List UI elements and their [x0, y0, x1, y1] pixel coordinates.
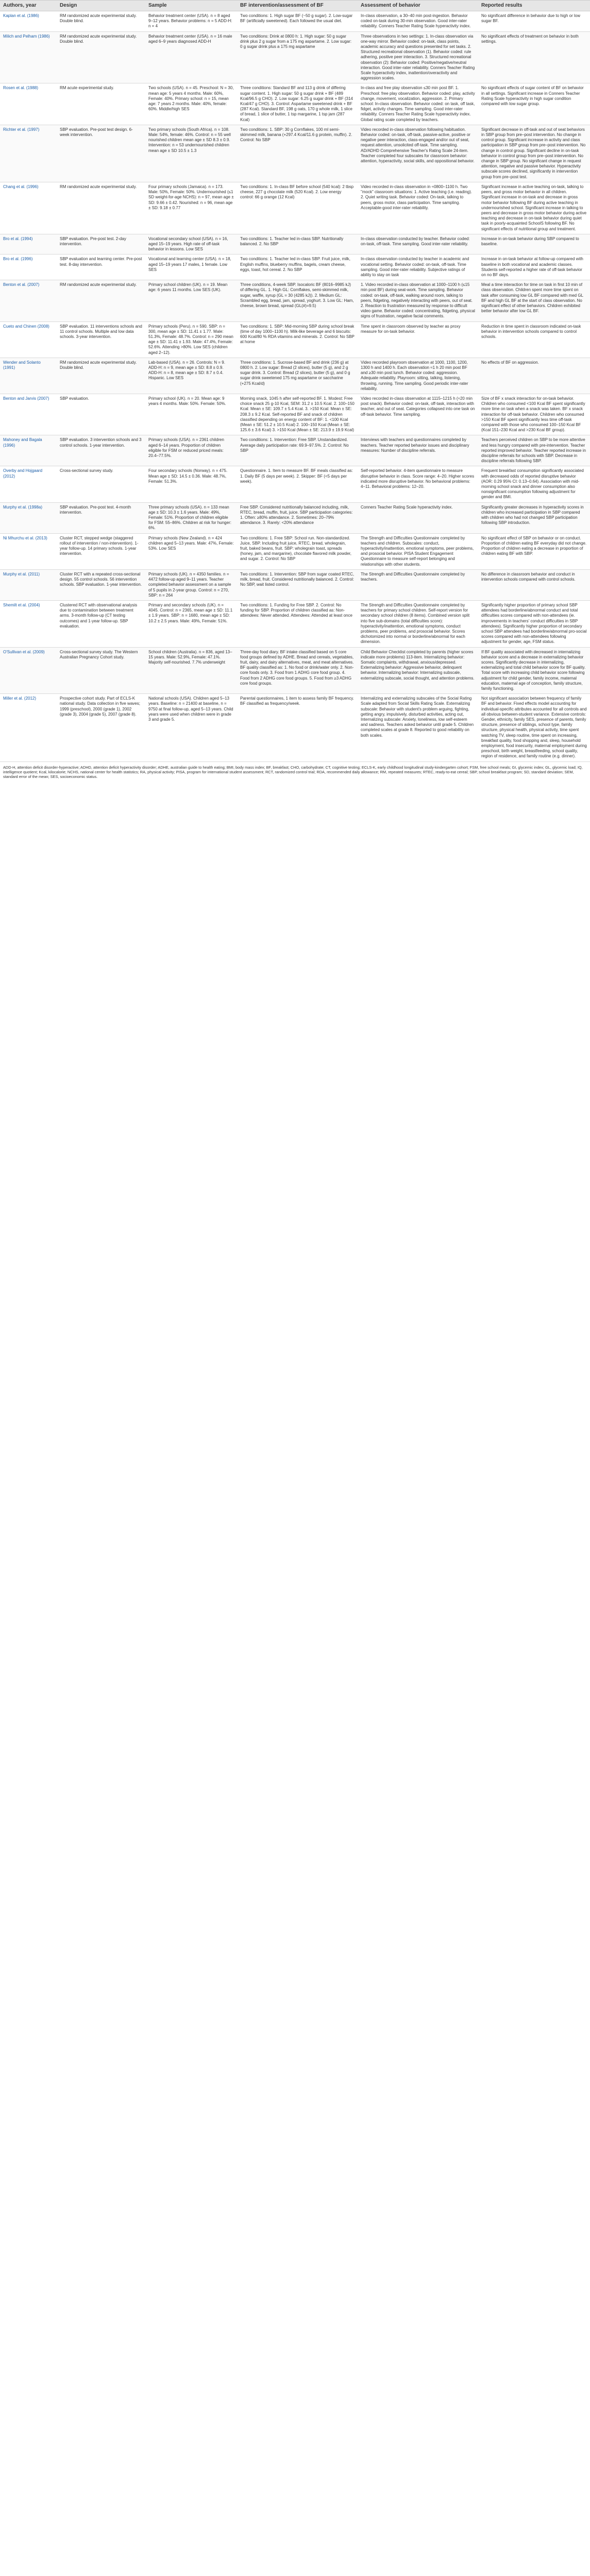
cell-reported-results: Significantly higher proportion of primary school SBP attendees had borderline/abnormal conduct and total difficulties scores compared with non-attendees (ie. improvements in teachers' conduct difficulties in SBP attendees). Significantly higher proportion of secondary school SBP attendees had borderline/abnormal pro-social scores compared with non-attendees following adjustment for gender, age, FSM status.: [478, 600, 590, 647]
cell-sample: Behavior treatment center (USA). n = 16 male aged 6–9 years diagnosed ADD-H: [145, 31, 237, 83]
cell-bf-intervention: Three-day food diary. BF intake classified based on 5 core food groups defined by ADHE. Bread and cereals, vegetables, fruit, dairy, and dairy alternatives, meat, and meat alternatives. BF quality classified as: 1. No food or drink/water only. 2. Non-core foods only. 3. Food from 1 ADHG core food group. 4. Food from 2 ADHG core food groups. 5. Food from ≥3 ADHG core food groups.: [237, 647, 358, 694]
cell-bf-intervention: Parental questionnaires, 1 item to assess family BF frequency. BF classified as frequency/week.: [237, 694, 358, 761]
cell-bf-intervention: Questionnaire. 1. Item to measure BF. BF meals classified as: 1. Daily BF (5 days per week). 2. Skipper: BF (<5 days per week).: [237, 466, 358, 502]
table-row: [0, 394, 590, 435]
table-row: [0, 83, 590, 125]
col-header-behavior-assessment: Assessment of behavior: [358, 1, 478, 11]
table-row: [0, 466, 590, 502]
cell-authors[interactable]: Bro et al. (1994): [0, 234, 57, 255]
cell-behavior-assessment: Video recorded in-class observation in ≈0800–1100 h. Two "mock" classroom situations: 1. Active teaching (i.e. reading). 2. Quiet writing task. Behavior coded: On-task, talking to peers, gross motor, class participation. Time sampling. Acceptable-good inter-rater reliability.: [358, 182, 478, 234]
cell-sample: Behavior treatment center (USA). n = 8 aged 9–12 years. Behavior problems: n = 5 ADD-H: n = 4: [145, 11, 237, 32]
cell-behavior-assessment: The Strength and Difficulties Questionnaire completed by teachers.: [358, 569, 478, 600]
table-row: [0, 533, 590, 569]
cell-authors[interactable]: Murphy et al. (1998a): [0, 502, 57, 533]
col-header-reported-results: Reported results: [478, 1, 590, 11]
cell-behavior-assessment: Self-reported behavior. 4-item questionnaire to measure disruptive behavior in class. Score range: 4–20. Higher scores indicated more disruptive behavior. No behavioral problems: 4–11. Behavioral problems: 12–20.: [358, 466, 478, 502]
cell-authors[interactable]: Shemilt et al. (2004): [0, 600, 57, 647]
cell-bf-intervention: Three conditions, 4-week SBP. Isocaloric BF (8016–9985 kJ) of differing GL. 1. High GL: Cornflakes, semi-skimmed milk, sugar, waffle, syrup (GL = 30 (4285 kJ)). 2. Medium GL: Scrambled egg, bread, jam, spread, yoghurt. 3. Low GL: Ham, cheese, brown bread, spread (GL(#)=9.5): [237, 280, 358, 321]
cell-authors[interactable]: O'Sullivan et al. (2009): [0, 647, 57, 694]
cell-sample: Three primary schools (USA). n = 133 mean age ± SD: 10.3 ± 1.6 years. Male: 49%, Female: 51%. Proportion of children eligible for FSM: 55–86%. Children at risk for hunger: 6%.: [145, 502, 237, 533]
table-row: [0, 358, 590, 394]
table-row: [0, 600, 590, 647]
col-header-authors: Authors, year: [0, 1, 57, 11]
cell-design: RM randomized acute experimental study. Double blind.: [57, 31, 145, 83]
cell-bf-intervention: Three conditions: Standard BF and 113 g drink of differing sugar content. 1. High sugar: 50 g sugar drink + BF (489 Kcal/96.5 g CHO). 2. Low sugar: 6.25 g sugar drink + BF (314 Kcal/47 g CHO). 3. Control: Aspartame sweetened drink + BF (287 Kcal). Standard BF, 198 g oats, 170 g whole milk, 1 slice of bread, 1 slice of butter, 1 tsp margarine, 1 tsp jam (287 Kcal): [237, 83, 358, 125]
cell-bf-intervention: Two conditions: 1. Intervention: Free SBP. Unstandardized. Average daily participation rate: 69.9–97.5%. 2. Control: No SBP: [237, 435, 358, 466]
cell-design: RM acute experimental study.: [57, 83, 145, 125]
cell-design: Clustered RCT with observational analysis due to contamination between treatment arms. 3-month follow-up (CT testing outcomes) and 1-year follow-up. SBP evaluation.: [57, 600, 145, 647]
table-row: [0, 182, 590, 234]
cell-reported-results: Increase in on-task behavior at follow-up compared with baseline in both vocational and academic classes. Students self-reported a higher rate of off-task behavior on no BF days.: [478, 255, 590, 280]
cell-reported-results: No significant difference in behavior due to high or low sugar BF.: [478, 11, 590, 32]
table-row: [0, 234, 590, 255]
col-header-sample: Sample: [145, 1, 237, 11]
cell-reported-results: No significant effects of sugar content of BF on behavior in all settings. Significant increase in Conners Teacher Rating Scale hyperactivity in high sugar condition compared with low sugar group.: [478, 83, 590, 125]
cell-authors[interactable]: Wender and Solanto (1991): [0, 358, 57, 394]
table-row: [0, 280, 590, 321]
cell-behavior-assessment: In-class observation, a 30–40 min post-ingestion. Behavior coded on-task during 30-min observation. Good inter-rater reliability. Conners Teacher Rating Scale hyperactivity index.: [358, 11, 478, 32]
cell-reported-results: No effects of BF on aggression.: [478, 358, 590, 394]
cell-design: SBP evaluation and learning center. Pre-post test. 8-day intervention.: [57, 255, 145, 280]
cell-design: Cross-sectional survey study.: [57, 466, 145, 502]
cell-design: SBP evaluation. Pre-post test. 2-day intervention.: [57, 234, 145, 255]
cell-behavior-assessment: Video recorded playroom observation at 1000, 1100, 1200, 1300 h and 1400 h. Each observation ≈1 h 20 min post BF and ≥30 min post lunch. Behavior coded: aggression. Adequate reliability. Playroom: sitting, talking, listening, throwing, running. Time sampling. Good periodic inter-rater reliability.: [358, 358, 478, 394]
cell-design: SBP evaluation.: [57, 394, 145, 435]
cell-design: SBP evaluation. Pre-post test design. 6-week intervention.: [57, 125, 145, 182]
cell-bf-intervention: Two conditions: 1. In-class BF before school (540 kcal): 2 tbsp cheese, 227 g chocolate milk (520 Kcal). 2. Low energy control: 66 g orange (12 Kcal): [237, 182, 358, 234]
cell-sample: School children (Australia). n = 836, aged 13–15 years. Male: 52.9%, Female: 47.1%. Majority self-nourished. 7.7% underweight: [145, 647, 237, 694]
table-footnote: ADD-H, attention deficit disorder-hyperactive; ADHD, attention deficit hyperactivity disorder; ADHE, australian guide to health eating; BMI, body mass index; BF, breakfast; CHO, carbohydrate; CT, cognitive testing; ECLS-K, early childhood longitudinal study-kindergarten cohort; FSM, free school meals; GI, glycemic index; GL, glycemic load; IQ, intelligence quotient; Kcal, kilocalorie; NCHS, national center for health statistics; RA, physical activity; PISA, program for international student assessment; RCT, randomized control trial; RDA, recommended daily allowance; RM, repeated measures; RTEC, ready-to-eat cereal; SBP, school breakfast program; SD, standard deviation; SEM, standard error of the mean; SES, socioeconomic status.: [3, 765, 583, 779]
cell-reported-results: If BF quality associated with decreased in internalizing behavior score and a decrease in externalizing behavior scores. Significantly decrease in internalizing, externalizing and total child behavior score for BF quality. Total score with increasing child behavior score following adjustment for child gender, family income, maternal education, maternal age of conception, family structure, family functioning.: [478, 647, 590, 694]
cell-sample: Two primary schools (South Africa). n = 108. Male: 54%, female: 46%. Control: n = 55 well nourished children mean age ± SD 8.3 ± 0.9. Intervention: n = 53 undernourished children mean age ± SD 10.5 ± 1.3: [145, 125, 237, 182]
cell-design: Cluster RCT with a repeated cross-sectional design. 55 control schools. 56 intervention schools. SBP evaluation. 1-year intervention.: [57, 569, 145, 600]
cell-behavior-assessment: Interviews with teachers and questionnaires completed by teachers. Teacher reported behavior issues and disciplinary measures: Number of discipline referrals.: [358, 435, 478, 466]
cell-reported-results: Reduction in time spent in classroom indicated on-task behavior in intervention schools compared to control schools.: [478, 321, 590, 358]
cell-bf-intervention: Two conditions: 1. Teacher led in-class SBP. Fruit juice, milk, English muffins, blueberry muffins, bagels, cream cheese, eggs, toast, hot cereal. 2. No SBP: [237, 255, 358, 280]
table-row: [0, 11, 590, 32]
cell-behavior-assessment: Video recorded in-class observation following habituation. Behavior coded: on-task, off-task, passive-active, positive or negative peer interaction, class-engaged and/or out of seat, request attention, unsolicited off-task. Time sampling. AD/ADHD Comprehensive Teacher's Rating Scale 24-item. Teacher completed four subscales for classroom behavior: attention, hyperactivity, social skills, and oppositional behavior.: [358, 125, 478, 182]
cell-sample: National schools (USA). Children aged 5–13 years. Baseline: n = 21400 at baseline, n = 9750 at final follow-up, aged 5–13 years. Child years were used when children were in grade 3 and grade 5.: [145, 694, 237, 761]
cell-reported-results: Significant decrease in off-task and out of seat behaviors in SBP group from pre–post intervention. No change in control group. Significant increase in activity and class participation in SBP group from pre–post intervention. No change in control group. Significant decline in on-task behavior in control group from pre–post intervention. No change in SBP group. No significant change in request attention, negative and passive behavior. Hyperactivity subscale scores declined, significantly in intervention group from pre–post test.: [478, 125, 590, 182]
table-row: [0, 321, 590, 358]
cell-bf-intervention: Three conditions: 1. Sucrose-based BF and drink (236 g) at 0800 h. 2. Low sugar: Bread (2 slices), butter (5 g), and 2 g sugar drink. 3. Control: Bread (2 slices), butter (5 g), and 0 g sugar drink sweetened 175 mg aspartame or saccharine (+275 Kcal/d): [237, 358, 358, 394]
cell-authors[interactable]: Ni Mhurchu et al. (2013): [0, 533, 57, 569]
cell-design: SBP evaluation. Pre-post test. 4-month intervention.: [57, 502, 145, 533]
cell-behavior-assessment: Internalizing and externalizing subscales of the Social Rating Scale adapted from Social Skills Rating Scale. Externalizing subscale: Behavior with student's problem arguing, fighting, getting angry, impulsively, disturbed activities, acting out, Internalizing subscale: Anxiety, loneliness, low self-esteem and sadness. Teachers asked behavior until grade 5. Children completed scales at grade 8. Reported to good reliability on both scales.: [358, 694, 478, 761]
cell-design: SBP evaluation. 3 intervention schools and 3 control schools. 1-year intervention.: [57, 435, 145, 466]
table-row: [0, 435, 590, 466]
cell-behavior-assessment: The Strength and Difficulties Questionnaire completed by teachers and children. Subscales: conduct, hyperactivity/inattention, emotional symptoms, peer problems, and prosocial behavior. PISA Student Engagement Questionnaire to measure self-report belonging and relationships with other students.: [358, 533, 478, 569]
table-row: [0, 569, 590, 600]
cell-authors[interactable]: Mahoney and Bagala (1996): [0, 435, 57, 466]
cell-bf-intervention: Two conditions: Drink at 0800 h: 1. High sugar: 50 g sugar drink plus 2 g sugar from a 175 mg aspartame. 2. Low sugar: 0 g sugar drink plus a 175 mg aspartame: [237, 31, 358, 83]
cell-sample: Primary and secondary schools (UK). n = 4045. Control: n = 2365, mean age ± SD: 11.1 ± 1.9 years. SBP: n = 1680, mean age ± SD: 10.2 ± 2.5 years. Male: 49%, Female: 51%.: [145, 600, 237, 647]
cell-reported-results: Meal a time interaction for time on task in first 10 min of class observation. Children spent more time spent on task after consuming low GL BF compared with med GL BF and high GL BF at the start of class observation. No significant effect of other behaviors. Children exhibited better behavior after low GL BF.: [478, 280, 590, 321]
table-row: [0, 255, 590, 280]
cell-bf-intervention: Two conditions: 1. SBP: Mid-morning SBP during school break (time of day 1000–1100 h). Milk-like beverage and 6 biscuits: 600 Kcal/80 % RDA vitamins and minerals. 2. Control: No SBP at home: [237, 321, 358, 358]
cell-authors[interactable]: Richter et al. (1997): [0, 125, 57, 182]
cell-reported-results: No significant effects of treatment on behavior in both settings.: [478, 31, 590, 83]
cell-design: RM randomized acute experimental study. Double blind.: [57, 358, 145, 394]
cell-authors[interactable]: Kaplan et al. (1986): [0, 11, 57, 32]
cell-sample: Primary schools (New Zealand). n = 424 children aged 5–13 years. Male: 47%, Female: 53%. Low SES: [145, 533, 237, 569]
cell-reported-results: Size of BF x snack interaction for on-task behavior. Children who consumed <100 Kcal BF spent significantly more time on task when a snack was taken. BF x snack interaction for off-task behavior. Children who consumed >150 Kcal BF spent significantly less time off-task compared with those who consumed 100–150 Kcal BF (Kcal 151–230 Kcal and >230 Kcal BF group).: [478, 394, 590, 435]
cell-sample: Vocational secondary school (USA). n = 16, aged 15–19 years. High rate of off-task behavior in lessons. Low SES: [145, 234, 237, 255]
cell-reported-results: Significantly greater decreases in hyperactivity scores in children who increased participation in SBP compared with children who had not changed SBP participation following SBP introduction.: [478, 502, 590, 533]
table-header: [0, 1, 590, 11]
cell-sample: Vocational and learning center (USA). n = 18, aged 15–19 years 17 males, 1 female. Low SES: [145, 255, 237, 280]
cell-sample: Lab-based (USA). n = 26. Controls: N = 9. ADD-H: n = 9, mean age ± SD: 8.8 ± 0.9. ADD-H: n = 8, mean age ± SD: 8.7 ± 0.4. Hispanic. Low SES: [145, 358, 237, 394]
table-row: [0, 31, 590, 83]
cell-authors[interactable]: Miller et al. (2012): [0, 694, 57, 761]
cell-bf-intervention: Two conditions: 1. High sugar BF (~50 g sugar). 2. Low-sugar BF (artificially sweetened). Each followed the usual diet.: [237, 11, 358, 32]
cell-design: Prospective cohort study. Part of ECLS-K national study. Data collection in five waves; 1999 (preschool), 2000 (grade 1), 2002 (grade 3), 2004 (grade 5), 2007 (grade 8).: [57, 694, 145, 761]
cell-authors[interactable]: Benton and Jarvis (2007): [0, 394, 57, 435]
table-row: [0, 694, 590, 761]
cell-authors[interactable]: Cueto and Chinen (2008): [0, 321, 57, 358]
cell-design: RM randomized acute experimental study. Double blind.: [57, 11, 145, 32]
cell-design: Cross-sectional survey study. The Western Australian Pregnancy Cohort study.: [57, 647, 145, 694]
cell-reported-results: Significant increase in active teaching on-task, talking to peers, and gross motor behavior in all children. Significant increase in on-task and decrease in gross motor behavior following BF during active teaching in undernourished school. Significant increase in talking to peers and decrease in gross motor behavior during active teaching and decrease in on-task behavior during quiet task in poorly-acquainted SchoolS following BF. No significant effects of nutritional group and treatment.: [478, 182, 590, 234]
header-row: [0, 1, 590, 11]
cell-bf-intervention: Two conditions: 1. Funding for Free SBP. 2. Control: No funding for SBP. Proportion of children classified as: Non-attendees: Never attended. Attendees: Attended at least once: [237, 600, 358, 647]
cell-behavior-assessment: Conners Teacher Rating Scale hyperactivity index.: [358, 502, 478, 533]
cell-authors[interactable]: Benton et al. (2007): [0, 280, 57, 321]
cell-design: RM randomized acute experimental study.: [57, 280, 145, 321]
cell-authors[interactable]: Overby and Hojgaard (2012): [0, 466, 57, 502]
cell-design: SBP evaluation. 11 interventions schools and 11 control schools. Multiple and low data schools. 3-year intervention.: [57, 321, 145, 358]
cell-behavior-assessment: Child Behavior Checklist completed by parents (higher scores indicate more problems) 113-item. Internalizing behavior: Somatic complaints, withdrawal, anxious/depressed. Externalizing behavior: Aggressive behavior, delinquent behavior. Internalizing behavior: Internalizing subscale, externalizing subscale, social thought, and attention problems.: [358, 647, 478, 694]
cell-behavior-assessment: Video recorded in-class observation at 1115–1215 h (≈20 min post snack). Behavior coded: on-task, off-task, interaction with teacher, and out of seat. Categories collapsed into one task on off-task behavior. Time sampling.: [358, 394, 478, 435]
cell-behavior-assessment: In-class observation conducted by teacher. Behavior coded: on-task, off-task. Time sampling. Good inter-rater reliability.: [358, 234, 478, 255]
cell-design: RM randomized acute experimental study.: [57, 182, 145, 234]
cell-reported-results: Increase in on-task behavior during SBP compared to baseline.: [478, 234, 590, 255]
cell-reported-results: Not significant association between frequency of family BF and behavior. Fixed effects model accounting for individual-specific attributes accounted for all controls and all obvious between-student variance. Extensive controls: Gender, ethnicity, family SES, presence of parents, family structure, presence of siblings, school type, family structure, physical health, physical activity, time spent watching TV, sleep routine, time spent on increasing, breakfast quality, food shopping and, sleep, household employment, food insecurity, maternal employment during preschool, birth weight, breastfeeding, school quality, region of residence, and family routine (e.g. dinner).: [478, 694, 590, 761]
table-row: [0, 647, 590, 694]
cell-behavior-assessment: 1. Video recorded in-class observation at 1000–1100 h (≤15 min post BF) during seat-work. Time sampling. Behavior coded: on-task, off-task, walking around room, talking to peers, fidgeting, negatively interacting with peers, out of seat. 2. Reaction to frustration measured by response to difficult video game. Behavior coded: concentrating, fidgeting, physical signs of frustration, negative facial comments.: [358, 280, 478, 321]
cell-bf-intervention: Two conditions: 1. Teacher led in-class SBP. Nutritionally balanced. 2. No SBP: [237, 234, 358, 255]
cell-sample: Primary schools (UK). n = 4350 families. n = 4472 follow-up aged 9–11 years. Teacher completed behavior assessment on a sample of 5 pupils in 2-year group. Control: n = 270, SBP: n = 264: [145, 569, 237, 600]
cell-reported-results: No difference in classroom behavior and conduct in intervention schools compared with control schools.: [478, 569, 590, 600]
studies-table: [0, 0, 590, 762]
cell-authors[interactable]: Rosen et al. (1988): [0, 83, 57, 125]
cell-sample: Four secondary schools (Norway). n = 475. Mean age ± SD: 14.5 ± 0.36. Male: 48.7%, Female: 51.3%.: [145, 466, 237, 502]
cell-behavior-assessment: In-class and free play observation ≤30 min post BF. 1. Preschool: free play observation. Behavior coded: play, activity change, movement, vocalization, aggression. 2. Primary school: In-class observation. Behavior coded: on task, off task, fidget, activity changes. Time sampling. Good inter-rater reliability. Conners Teacher Rating Scale hyperactivity index. Global rating scale completed by teachers.: [358, 83, 478, 125]
cell-reported-results: No significant effect of SBP on behavior or on conduct. Proportion of children eating BF everyday did not change. Proportion of children eating a decrease in proportion of children eating BF with SBP.: [478, 533, 590, 569]
col-header-bf-intervention: BF intervention/assessment of BF: [237, 1, 358, 11]
cell-bf-intervention: Two conditions: 1. Intervention: SBP from sugar coated RTEC, milk, bread, fruit. Considered nutritionally balanced. 2. Control: No SBP, wait listed control.: [237, 569, 358, 600]
cell-authors[interactable]: Bro et al. (1996): [0, 255, 57, 280]
cell-reported-results: Teachers perceived children on SBP to be more attentive and less hungry compared with pre-intervention. Teacher reported improved behavior. Teacher reported increase in discipline referrals for schools with SBP. Decrease in discipline referrals following SBP.: [478, 435, 590, 466]
cell-bf-intervention: Two conditions: 1. Free SBP: School run. Non-standardized. Juice, SBP. Including fruit juice, RTEC, bread, wholegrain, fruit, baked beans, fruit. SBP: wholegrain toast, spreads (honey, jam, and margarine), chocolate flavored milk powder, and sugar. 2. Control: No SBP: [237, 533, 358, 569]
table-row: [0, 502, 590, 533]
cell-bf-intervention: Two conditions: 1. SBP: 30 g Cornflakes, 100 ml semi-skimmed milk, banana (+297.4 Kcal/11.6 g protein, muffin). 2. Control: No SBP: [237, 125, 358, 182]
cell-behavior-assessment: In-class observation conducted by teacher in academic and vocational setting. Behavior coded: on-task, off-task. Time sampling. Good inter-rater reliability. Subjective ratings of ability to stay on task: [358, 255, 478, 280]
cell-sample: Primary schools (Peru). n = 590. SBP: n = 300, mean age ± SD: 11.41 ± 1.77. Male: 51.3%, Female: 48.7%. Control: n = 290 mean age ± SD: 11.41 ± 1.93. Male: 47.4%, Female: 52.6%. Attending >80%. Low SES (children aged 2–12).: [145, 321, 237, 358]
cell-sample: Primary school (UK). n = 20. Mean age: 9 years 4 months. Male: 50%. Female: 50%.: [145, 394, 237, 435]
table-body: [0, 11, 590, 762]
cell-design: Cluster RCT, stepped wedge (staggered rollout of intervention / non-intervention). 1-year follow-up. 14 primary schools. 1-year intervention.: [57, 533, 145, 569]
cell-reported-results: Frequent breakfast consumption significantly associated with decreased odds of reported disruptive behavior (AOR: 0.29 95% CI: 0.13–0.64). Association with mid-morning school snack and dinner consumption also nonsignificant consumption following adjustment for gender and BMI.: [478, 466, 590, 502]
cell-behavior-assessment: Three observations in two settings: 1. In-class observation via one-way mirror. Behavior coded: on-task, class points, academic accuracy and questions presented for set tasks. 2. Structured recreational observation (1). Behavior coded: rule adhering, positive peer interaction. 3. Structured recreational observation (2): Behavior coded: Positive/negative/neutral interaction. Good inter-rater reliability. Conners Teacher Rating Scale hyperactivity index, inattention/overactivity and aggression scales.: [358, 31, 478, 83]
cell-bf-intervention: Free SBP. Considered nutritionally balanced including, milk, RTEC, bread, muffin, fruit, juice. SBP participation categories: 1. Often: ≥80% attendance. 2. Sometimes: 20–79% attendance. 3. Rarely: <20% attendance: [237, 502, 358, 533]
cell-behavior-assessment: The Strength and Difficulties Questionnaire completed by teachers for primary school children. Self-report version for secondary school children (8 items). Combined version split into five sub-domains (total difficulties score): hyperactivity/inattention, emotional symptoms, conduct problems, peer problems, and prosocial behavior. Scores dichotomized into normal or borderline/abnormal for each dimension.: [358, 600, 478, 647]
cell-sample: Four primary schools (Jamaica). n = 173. Male: 50%, Female: 50%. Undernourished (≤1 SD weight-for-age NCHS): n = 97, mean age ± SD: 9.66 ± 0.42. Nourished: n = 96, mean age ± SD: 9.18 ± 0.77: [145, 182, 237, 234]
table-row: [0, 125, 590, 182]
col-header-design: Design: [57, 1, 145, 11]
cell-sample: Primary school children (UK). n = 19. Mean age: 6 years 11 months. Low SES (UK).: [145, 280, 237, 321]
cell-authors[interactable]: Milich and Pelham (1986): [0, 31, 57, 83]
cell-bf-intervention: Morning snack, 1045 h after self-reported BF. 1. Modest: Free choice snack 25 g-10 Kcal, SEM: 31.2 ± 10.5 Kcal. 2. 100–150 Kcal: Mean ± SE: 109.7 ± 5.4 Kcal. 3. >150 Kcal: Mean ± SE: 208.3 ± 9.2 Kcal. Self-reported BF and snack of children classified depending on energy content of BF: 1. <100 Kcal (Mean ± SE: 51.2 ± 10.5 Kcal) 2. 100–150 Kcal (Mean ± SE: 125.6 ± 3.6 Kcal) 3. >150 Kcal (Mean ± SE: 213.9 ± 19.9 Kcal): [237, 394, 358, 435]
cell-sample: Primary schools (USA). n = 2361 children aged 6–14 years. Proportion of children eligible for FSM or reduced priced meals: 20.4–77.5%.: [145, 435, 237, 466]
cell-authors[interactable]: Murphy et al. (2011): [0, 569, 57, 600]
cell-authors[interactable]: Chang et al. (1996): [0, 182, 57, 234]
cell-sample: Two schools (USA). n = 45. Preschool: N = 30, mean age: 5 years 4 months. Male: 60%, Female: 40%. Primary school: n = 15, mean age: 7 years 2 months. Male: 40%, female: 60%. Middle/high SES: [145, 83, 237, 125]
cell-behavior-assessment: Time spent in classroom observed by teacher as proxy measure for on-task behavior.: [358, 321, 478, 358]
